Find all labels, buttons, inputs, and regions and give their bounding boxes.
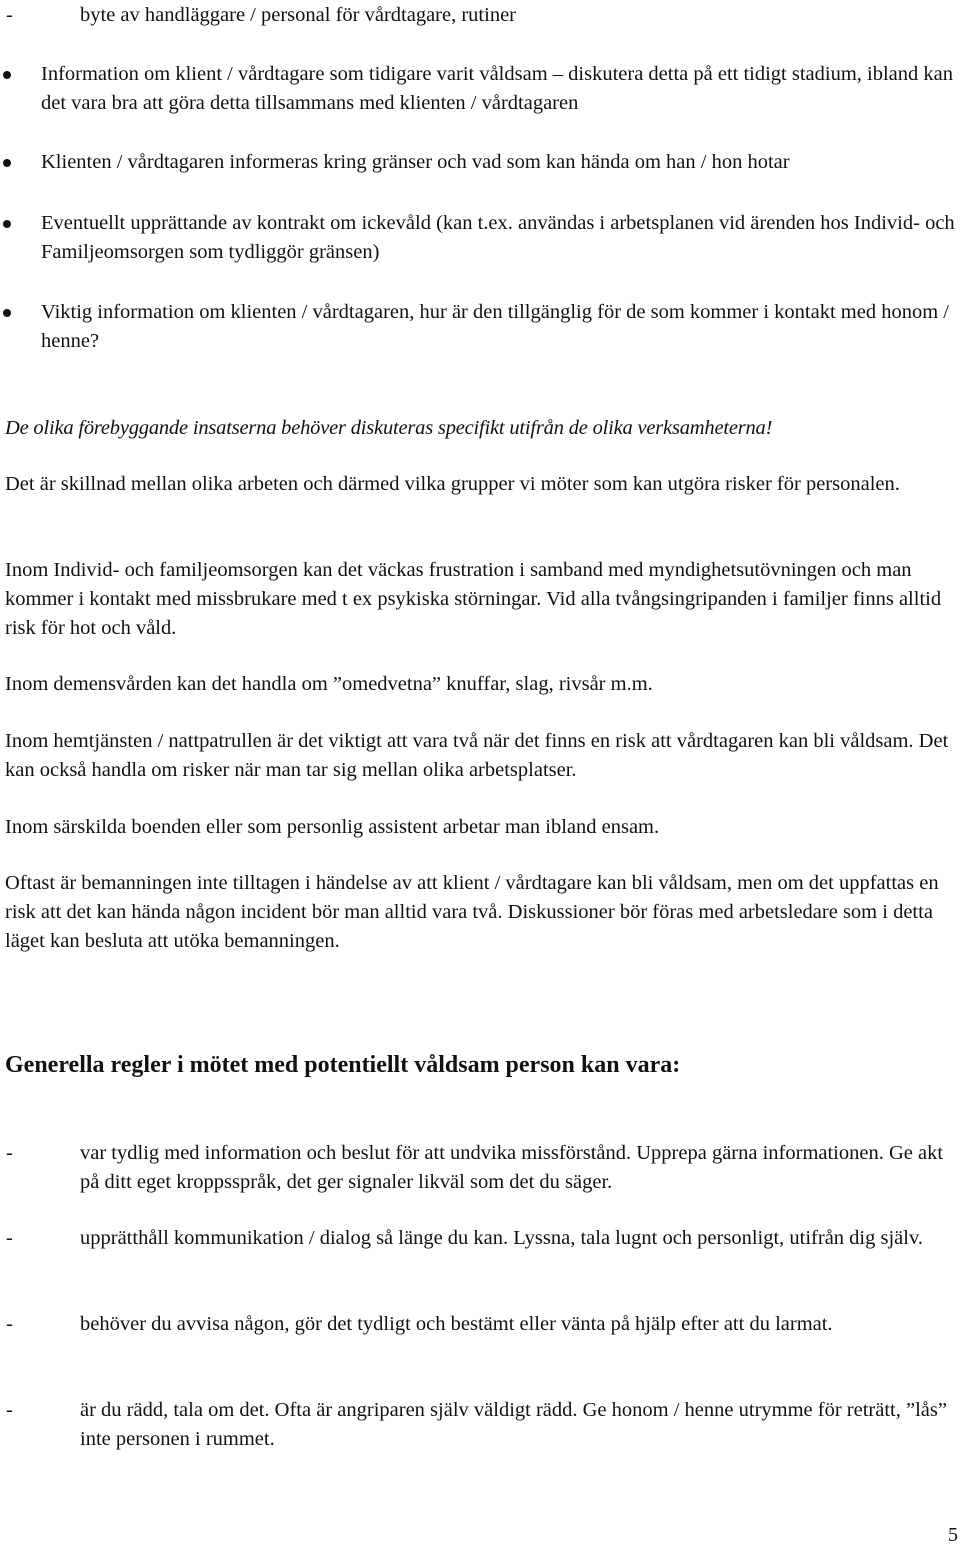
bullet-icon [3, 309, 11, 317]
dash-marker: - [6, 1399, 13, 1421]
dash-marker: - [6, 1227, 13, 1249]
paragraph: Det är skillnad mellan olika arbeten och därmed vilka grupper vi möter som kan utgöra risker för personalen. [5, 473, 900, 495]
bullet-text: Viktig information om klienten / vårdtagaren, hur är den tillgänglig för de som kommer i kontakt med honom / henne? [41, 301, 949, 352]
paragraph: Oftast är bemanningen inte tilltagen i händelse av att klient / vårdtagare kan bli våldsam, men om det uppfattas en risk att det kan hända någon incident bör man alltid vara två. Diskussioner bör föras med arbetsledare som i detta läget kan besluta att utöka bemanningen. [5, 872, 939, 952]
bullet-icon [3, 159, 11, 167]
bullet-text: Eventuellt upprättande av kontrakt om ickevåld (kan t.ex. användas i arbetsplanen vid ärenden hos Individ- och Familjeomsorgen som tydliggör gränsen) [41, 212, 955, 263]
italic-note: De olika förebyggande insatserna behöver diskuteras specifikt utifrån de olika verksamheterna! [5, 417, 773, 439]
list-item-text: byte av handläggare / personal för vårdtagare, rutiner [80, 4, 516, 26]
dash-marker: - [6, 1313, 13, 1335]
bullet-icon [3, 71, 11, 79]
bullet-text: Information om klient / vårdtagare som tidigare varit våldsam – diskutera detta på ett tidigt stadium, ibland kan det vara bra att göra detta tillsammans med klienten / vårdtagaren [41, 63, 954, 114]
paragraph: Inom särskilda boenden eller som personlig assistent arbetar man ibland ensam. [5, 816, 660, 838]
bullet-icon [3, 220, 11, 228]
paragraph: Inom Individ- och familjeomsorgen kan det väckas frustration i samband med myndighetsutövningen och man kommer i kontakt med missbrukare med t ex psykiska störningar. Vid alla tvångsingripanden i familjer finns alltid risk för hot och våld. [5, 559, 942, 639]
paragraph: Inom demensvården kan det handla om ”omedvetna” knuffar, slag, rivsår m.m. [5, 673, 653, 695]
paragraph: Inom hemtjänsten / nattpatrullen är det viktigt att vara två när det finns en risk att vårdtagaren kan bli våldsam. Det kan också handla om risker när man tar sig mellan olika arbetsplatser. [5, 730, 949, 781]
rule-text: behöver du avvisa någon, gör det tydligt och bestämt eller vänta på hjälp efter att du larmat. [80, 1313, 833, 1335]
rule-text: var tydlig med information och beslut för att undvika missförstånd. Upprepa gärna informationen. Ge akt på ditt eget kroppsspråk, det ger signaler likväl som det du säger. [80, 1142, 944, 1193]
rule-text: är du rädd, tala om det. Ofta är angriparen själv väldigt rädd. Ge honom / henne utrymme för reträtt, ”lås” inte personen i rummet. [80, 1399, 947, 1450]
dash-marker: - [6, 1142, 13, 1164]
rule-text: upprätthåll kommunikation / dialog så länge du kan. Lyssna, tala lugnt och personligt, utifrån dig själv. [80, 1227, 924, 1249]
dash-marker: - [6, 4, 13, 26]
bullet-text: Klienten / vårdtagaren informeras kring gränser och vad som kan hända om han / hon hotar [41, 151, 790, 173]
section-heading: Generella regler i mötet med potentiellt våldsam person kan vara: [5, 1052, 681, 1078]
page-number: 5 [948, 1524, 958, 1546]
